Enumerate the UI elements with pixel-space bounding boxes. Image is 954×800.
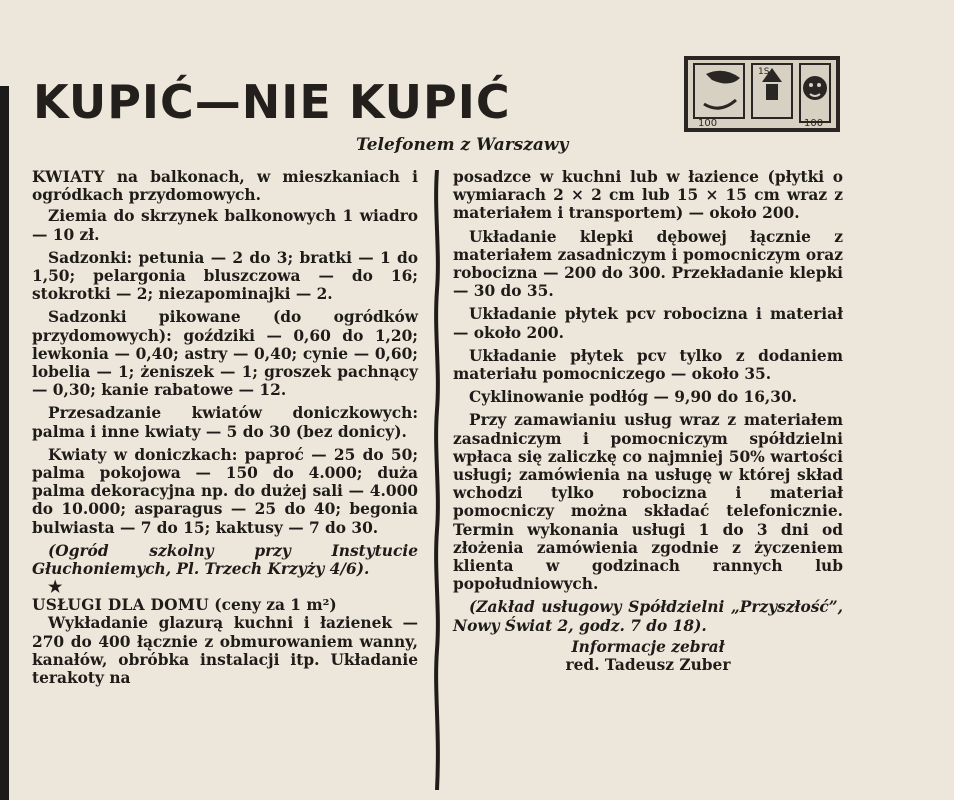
section-star: ★ — [48, 577, 63, 597]
paragraph-plytki-pcv: Układanie płytek pcv robocizna i materiał — około 200. — [453, 305, 843, 342]
banknote-illustration — [682, 54, 842, 134]
paragraph-plytki-pcv-pomocniczy: Układanie płytek pcv tylko z dodaniem materiału pomocniczego — około 35. — [453, 346, 843, 384]
paragraph-kwiaty-doniczki: Kwiaty w doniczkach: paproć — 25 do 50; palma pokojowa — 150 do 4.000; duża palma dekoracyjna np. do dużej sali — 4.000 do 10.000; asparagus — 25 do 40; begonia bulwiasta — 7 do 15; kaktusy — 7 do 30. — [32, 445, 418, 537]
paragraph-cyklinowanie: Cyklinowanie podłóg — 9,90 do 16,30. — [469, 388, 798, 407]
paragraph-sadzonki-pikowane: Sadzonki pikowane (do ogródków przydomowych): goździki — 0,60 do 1,20; lewkonia — 0,40; astry — 0,40; cynie — 0,60; lobelia — 1; żeniszek — 1; groszek pachnący — 0,30; kanie rabatowe — 12. — [32, 308, 418, 400]
paragraph-ogrod-source: (Ogród szkolny przy Instytucie Głuchoniemych, Pl. Trzech Krzyży 4/6). — [32, 541, 418, 579]
column-divider — [432, 170, 442, 790]
paragraph-klepka: Układanie klepki dębowej łącznie z materiałem zasadniczym i pomocniczym oraz robocizna — 200 do 300. Przekładanie klepki — 30 do 35. — [453, 227, 843, 301]
paragraph-sadzonki: Sadzonki: petunia — 2 do 3; bratki — 1 do 1,50; pelargonia bluszczowa — do 16; stokrotki — 2; niezapominajki — 2. — [32, 248, 418, 304]
uslugi-heading-line — [32, 596, 418, 614]
paragraph-posadzka: posadzce w kuchni lub w łazience (płytki o wymiarach 2 × 2 cm lub 15 × 15 cm wraz z materiałem i transportem) — około 200. — [453, 168, 843, 223]
uslugi-heading: USŁUGI DLA DOMU — [32, 596, 209, 615]
left-column — [32, 168, 418, 687]
right-column — [453, 168, 843, 674]
signature-line-2: red. Tadeusz Zuber — [565, 656, 731, 675]
article-headline: KUPIĆ—NIE KUPIĆ — [33, 75, 511, 129]
kwiaty-intro — [32, 168, 418, 204]
paragraph-przesadzanie: Przesadzanie kwiatów doniczkowych: palma i inne kwiaty — 5 do 30 (bez donicy). — [32, 404, 418, 441]
paragraph-zaklad-source: (Zakład usługowy Spółdzielni „Przyszłość”, Nowy Świat 2, godz. 7 do 18). — [453, 598, 843, 635]
left-margin-rule — [0, 86, 9, 800]
banknote-top-number: 1S — [758, 67, 770, 77]
article-subhead: Telefonem z Warszawy — [356, 135, 569, 155]
signature-line-1: Informacje zebrał — [571, 637, 725, 656]
banknote-left-number: 100 — [698, 118, 718, 129]
paragraph-glazura: Wykładanie glazurą kuchni i łazienek — 270 do 400 łącznie z obmurowaniem wanny, kanałów, obróbka instalacji itp. Układanie terakoty na — [32, 614, 418, 688]
kwiaty-heading: KWIATY — [32, 168, 105, 186]
paragraph-ziemia: Ziemia do skrzynek balkonowych 1 wiadro — 10 zł. — [32, 207, 418, 244]
uslugi-heading-note: (ceny za 1 m²) — [208, 596, 337, 615]
banknote-right-number: 100 — [804, 118, 824, 129]
paragraph-zamawianie: Przy zamawianiu usług wraz z materiałem zasadniczym i pomocniczym spółdzielni wpłaca się zaliczkę co najmniej 50% wartości usługi; zamówienia na usługę w której skład wchodzi tylko robocizna i materiał pomocniczy można składać telefonicznie. Termin wykonania usługi 1 do 3 dni od złożenia zamówienia zgodnie z życzeniem klienta w godzinach rannych lub popołudniowych. — [453, 411, 843, 594]
kwiaty-intro-text: na balkonach, w mieszkaniach i ogródkach przydomowych. — [32, 168, 418, 205]
signature-block — [453, 638, 843, 674]
